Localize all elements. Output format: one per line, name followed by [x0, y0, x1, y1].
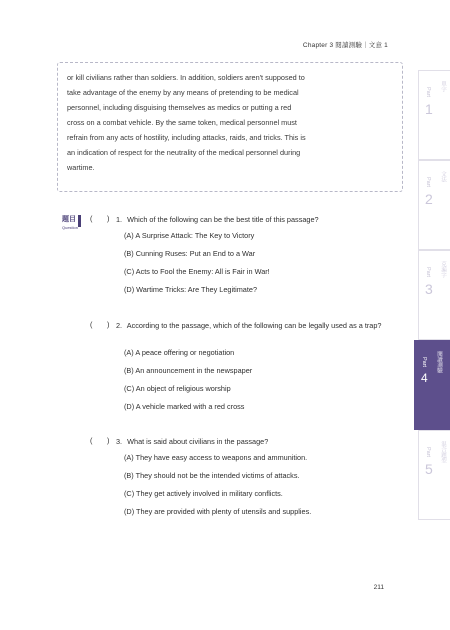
side-tab-part-5[interactable]: Part 5 混合題型: [418, 430, 450, 520]
page-number: 211: [373, 584, 384, 591]
option-list: [124, 227, 270, 299]
running-header: Chapter 3 閱讀測驗｜文意 1: [302, 42, 388, 49]
passage-line: refrain from any acts of hostility, including attacks, raids, and tricks. This is: [67, 133, 306, 142]
question-label-en: Question: [62, 225, 79, 230]
question-text: What is said about civilians in the passage?: [127, 437, 269, 446]
side-tab-part-4[interactable]: Part 4 閱讀測驗: [414, 340, 450, 430]
side-tab-part-3[interactable]: Part 3 克漏字: [418, 250, 450, 340]
option-b[interactable]: (B) An announcement in the newspaper: [124, 366, 253, 375]
question-number: 1.: [116, 215, 123, 224]
passage-line: cross on a combat vehicle. By the same token, medical personnel must: [67, 118, 297, 127]
option-c[interactable]: (C) They get actively involved in military conflicts.: [124, 489, 283, 498]
passage-line: or kill civilians rather than soldiers. In addition, soldiers aren't supposed to: [67, 73, 305, 82]
option-d[interactable]: (D) A vehicle marked with a red cross: [124, 402, 245, 411]
option-list: [124, 344, 252, 416]
option-b[interactable]: (B) They should not be the intended victims of attacks.: [124, 471, 300, 480]
question-label: [62, 214, 84, 230]
passage-box: [57, 62, 403, 192]
question-text: Which of the following can be the best title of this passage?: [127, 215, 319, 224]
passage-line: wartime.: [67, 163, 95, 172]
question-stem: [116, 320, 396, 331]
passage-line: an indication of respect for the neutrality of the medical personnel during: [67, 148, 301, 157]
option-a[interactable]: (A) A peace offering or negotiation: [124, 348, 235, 357]
side-tab-part-2[interactable]: Part 2 文法: [418, 160, 450, 250]
question-number: 2.: [116, 321, 123, 330]
question-label-zh: 題目: [62, 216, 76, 223]
option-c[interactable]: (C) Acts to Fool the Enemy: All is Fair in War!: [124, 267, 270, 276]
passage-line: personnel, including disguising themselves as medics or putting a red: [67, 103, 292, 112]
question-stem: [116, 214, 401, 225]
passage-line: take advantage of the enemy by any means of pretending to be medical: [67, 88, 299, 97]
question-text: According to the passage, which of the following can be legally used as a trap?: [126, 321, 382, 330]
option-b[interactable]: (B) Cunning Ruses: Put an End to a War: [124, 249, 256, 258]
question-number: 3.: [116, 437, 123, 446]
option-d[interactable]: (D) They are provided with plenty of utensils and supplies.: [124, 507, 312, 516]
side-tab-part-1[interactable]: Part 1 單字: [418, 70, 450, 160]
option-a[interactable]: (A) A Surprise Attack: The Key to Victory: [124, 231, 255, 240]
question-label-bar: [78, 215, 81, 227]
option-d[interactable]: (D) Wartime Tricks: Are They Legitimate?: [124, 285, 258, 294]
option-c[interactable]: (C) An object of religious worship: [124, 384, 231, 393]
question-stem: [116, 436, 401, 447]
option-list: [124, 449, 311, 521]
option-a[interactable]: (A) They have easy access to weapons and ammunition.: [124, 453, 308, 462]
